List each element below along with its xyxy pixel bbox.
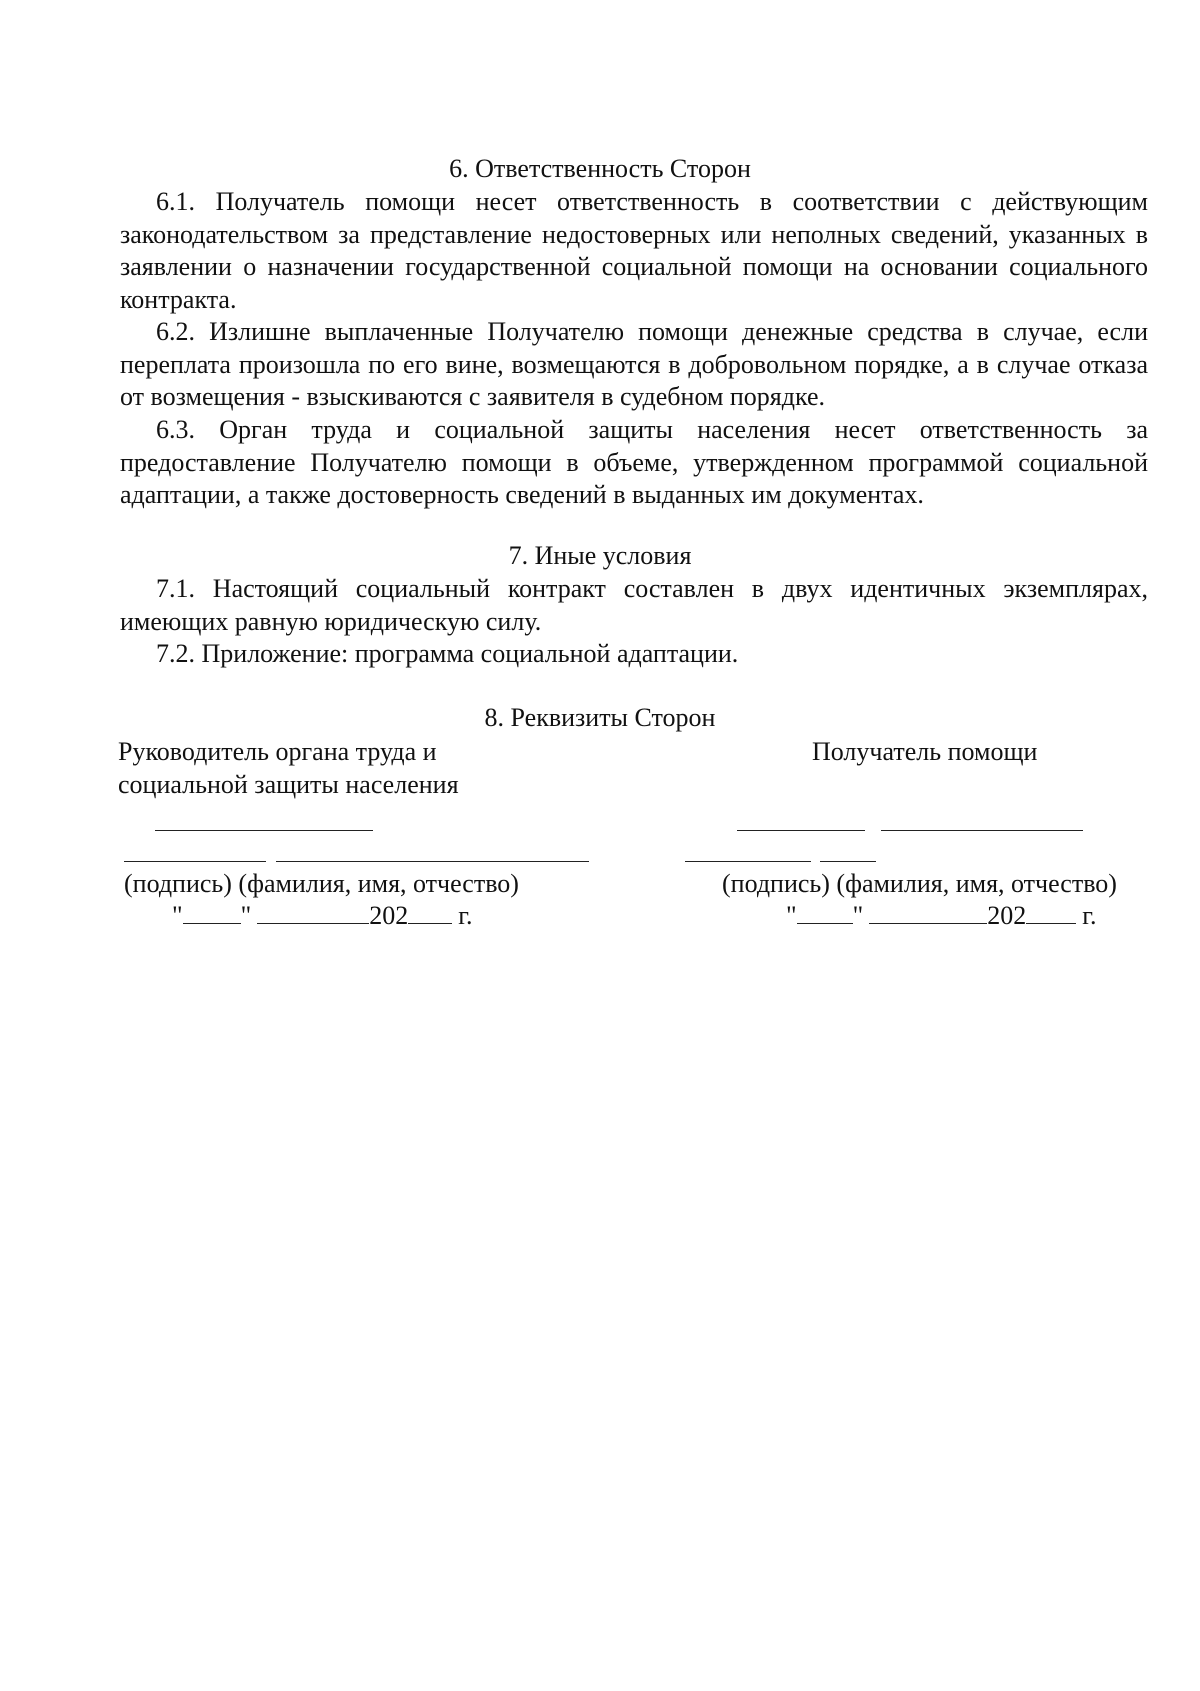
left-date-suffix: г.: [458, 901, 473, 930]
left-date-line: [172, 900, 472, 932]
right-date-year: 202: [987, 901, 1027, 930]
left-signature-caption: (подпись) (фамилия, имя, отчество): [124, 869, 519, 898]
left-signature-line-top: [155, 830, 373, 831]
right-date-line: [786, 900, 1096, 932]
paragraph-6-2: 6.2. Излишне выплаченные Получателю помощи денежные средства в случае, если переплата произошла по его вине, возмещаются в добровольном порядке, а в случае отказа от возмещения - взыскиваются с заявителя в судебном порядке.: [120, 317, 1148, 411]
right-name-line-top: [881, 830, 1083, 831]
left-signature-line: [124, 861, 266, 862]
section-7-title: 7. Иные условия: [508, 541, 692, 570]
section-6-title: 6. Ответственность Сторон: [449, 154, 751, 183]
right-date-year-blank: [1026, 901, 1076, 924]
right-date-quote-open: ": [786, 901, 797, 930]
left-date-quote-close: ": [240, 901, 252, 930]
left-name-line: [276, 861, 589, 862]
left-party-title-line-2: социальной защиты населения: [118, 770, 459, 799]
right-date-quote-close: ": [852, 901, 864, 930]
right-date-day-blank: [797, 901, 853, 924]
right-date-month-blank: [869, 901, 987, 924]
left-party-title-line-1: Руководитель органа труда и: [118, 737, 437, 766]
paragraph-6-3: 6.3. Орган труда и социальной защиты населения несет ответственность за предоставление Получателю помощи в объеме, утвержденном программой социальной адаптации, а также достоверность сведений в выданных им документах.: [120, 415, 1148, 509]
paragraph-6-1: 6.1. Получатель помощи несет ответственность в соответствии с действующим законодательством за представление недостоверных или неполных сведений, указанных в заявлении о назначении государственной социальной помощи на основании социального контракта.: [120, 187, 1148, 314]
left-date-year-blank: [408, 901, 452, 924]
right-signature-caption: (подпись) (фамилия, имя, отчество): [722, 869, 1117, 898]
right-name-line: [820, 861, 876, 862]
left-date-day-blank: [183, 901, 241, 924]
paragraph-7-1: 7.1. Настоящий социальный контракт составлен в двух идентичных экземплярах, имеющих равную юридическую силу.: [120, 574, 1148, 636]
right-date-suffix: г.: [1082, 901, 1097, 930]
right-signature-line: [685, 861, 811, 862]
right-signature-line-top: [737, 830, 865, 831]
left-date-quote-open: ": [172, 901, 183, 930]
right-party-title: Получатель помощи: [812, 737, 1038, 766]
left-date-month-blank: [257, 901, 369, 924]
paragraph-7-2: 7.2. Приложение: программа социальной адаптации.: [156, 639, 739, 668]
left-date-year: 202: [369, 901, 409, 930]
section-8-title: 8. Реквизиты Сторон: [484, 703, 716, 732]
